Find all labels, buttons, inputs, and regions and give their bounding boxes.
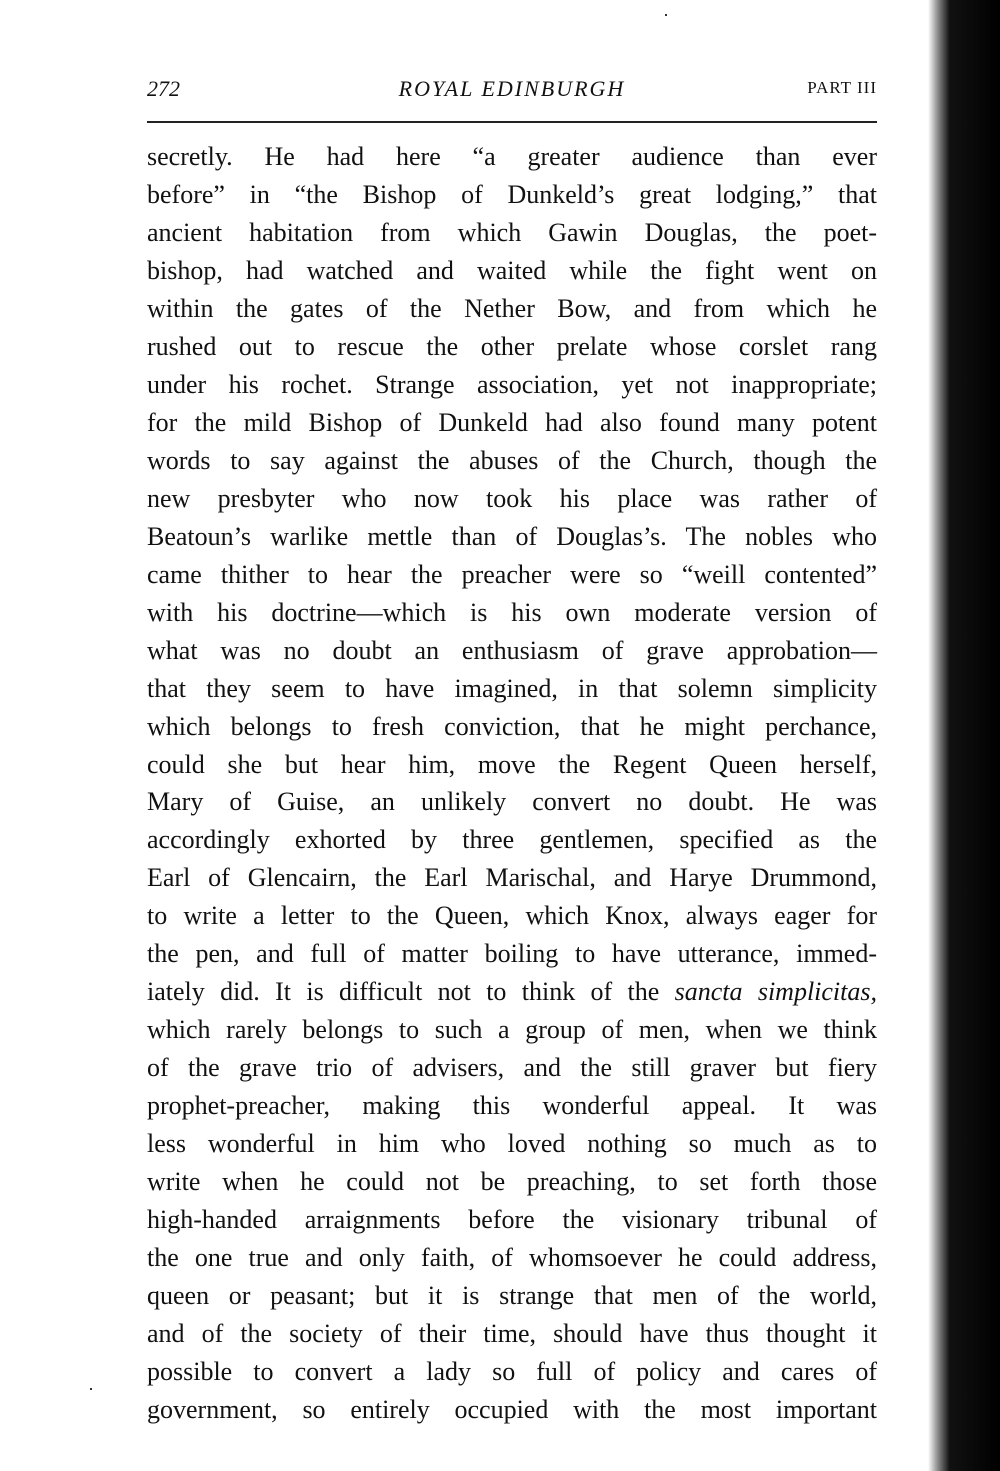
italic-phrase: sancta simplicitas,	[674, 977, 877, 1007]
text-line: of the grave trio of advisers, and the still graver but fiery	[147, 1053, 877, 1083]
text-line: came thither to hear the preacher were so “weill contented”	[147, 559, 877, 589]
text-line: the one true and only faith, of whomsoever he could address,	[147, 1243, 877, 1273]
text-line: bishop, had watched and waited while the fight went on	[147, 255, 877, 285]
text-line: write when he could not be preaching, to set forth those	[147, 1167, 877, 1197]
text-line: for the mild Bishop of Dunkeld had also found many potent	[147, 407, 877, 437]
text-segment: iately did. It is difficult not to think of the	[147, 977, 675, 1007]
text-line: Beatoun’s warlike mettle than of Douglas’s. The nobles who	[147, 521, 877, 551]
running-header	[147, 76, 877, 108]
text-line: Earl of Glencairn, the Earl Marischal, and Harye Drummond,	[147, 863, 877, 893]
body-text	[147, 138, 877, 1429]
text-line: that they seem to have imagined, in that solemn simplicity	[147, 673, 877, 703]
text-line: words to say against the abuses of the Church, though the	[147, 445, 877, 475]
text-line: accordingly exhorted by three gentlemen, specified as the	[147, 825, 877, 855]
text-line: ancient habitation from which Gawin Douglas, the poet-	[147, 217, 877, 247]
text-line: new presbyter who now took his place was rather of	[147, 483, 877, 513]
text-line: could she but hear him, move the Regent Queen herself,	[147, 749, 877, 779]
scan-page-edge	[928, 0, 1000, 1471]
text-line: and of the society of their time, should have thus thought it	[147, 1319, 877, 1349]
text-line	[147, 973, 877, 1011]
part-label: PART III	[807, 78, 877, 97]
text-line: Mary of Guise, an unlikely convert no doubt. He was	[147, 787, 877, 817]
text-line: before” in “the Bishop of Dunkeld’s great lodging,” that	[147, 179, 877, 209]
text-line: government, so entirely occupied with the most important	[147, 1394, 877, 1424]
text-line: to write a letter to the Queen, which Knox, always eager for	[147, 901, 877, 931]
text-line: secretly. He had here “a greater audience than ever	[147, 142, 877, 171]
running-title: ROYAL EDINBURGH	[398, 76, 626, 101]
text-line: rushed out to rescue the other prelate whose corslet rang	[147, 331, 877, 361]
text-line: under his rochet. Strange association, yet not inappropriate;	[147, 369, 877, 399]
text-line: queen or peasant; but it is strange that men of the world,	[147, 1281, 877, 1311]
text-line: which belongs to fresh conviction, that he might perchance,	[147, 711, 877, 741]
page-number: 272	[147, 76, 180, 101]
text-line: high-handed arraignments before the visionary tribunal of	[147, 1205, 877, 1235]
text-line: what was no doubt an enthusiasm of grave approbation—	[147, 635, 877, 665]
scan-speck	[90, 1388, 92, 1390]
text-line: possible to convert a lady so full of policy and cares of	[147, 1357, 877, 1386]
scan-speck	[665, 14, 667, 16]
text-line: with his doctrine—which is his own moderate version of	[147, 597, 877, 627]
header-rule	[147, 121, 877, 123]
text-line: which rarely belongs to such a group of men, when we think	[147, 1015, 877, 1045]
text-line: within the gates of the Nether Bow, and from which he	[147, 293, 877, 323]
text-line: prophet-preacher, making this wonderful appeal. It was	[147, 1091, 877, 1121]
text-line: less wonderful in him who loved nothing so much as to	[147, 1129, 877, 1159]
text-line: the pen, and full of matter boiling to have utterance, immed-	[147, 939, 877, 969]
